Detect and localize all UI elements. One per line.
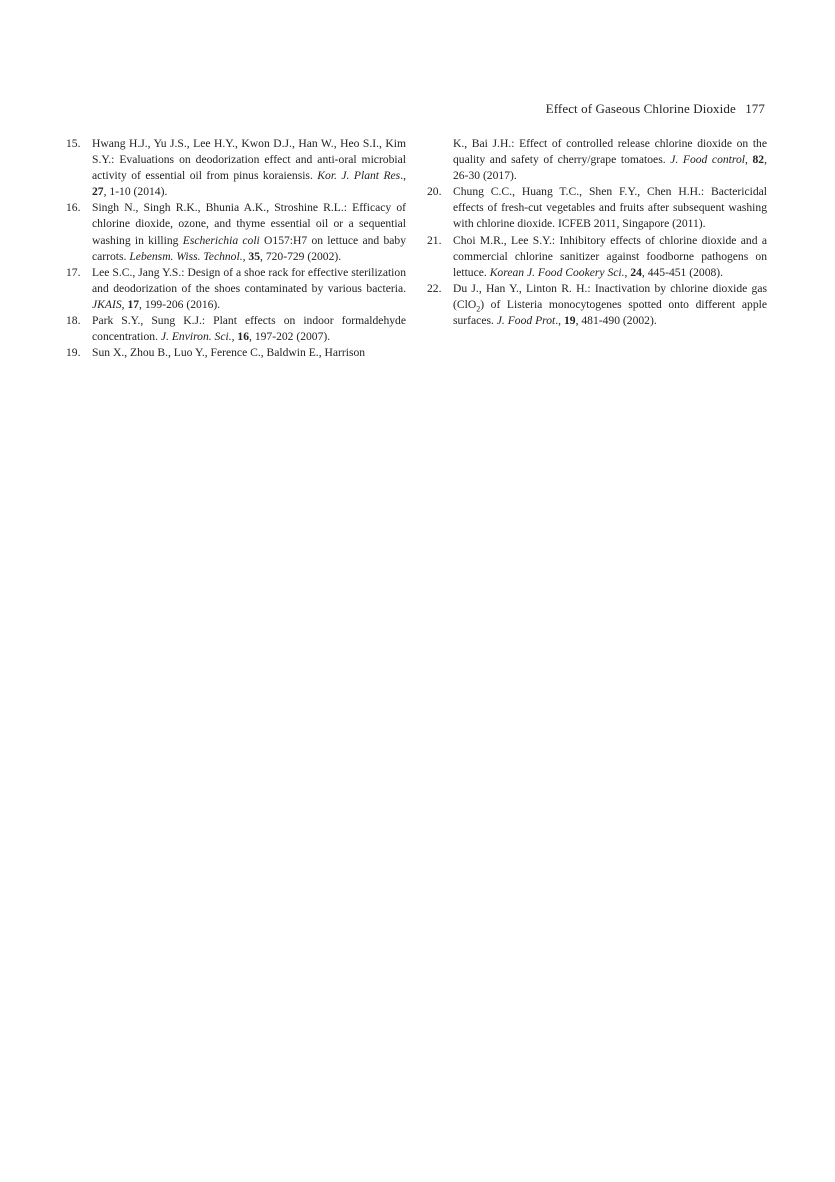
reference-segment: ) of Listeria monocytogenes spotted onto different apple surfaces. [453, 297, 767, 328]
reference-text [453, 184, 767, 232]
reference-number: 16. [66, 201, 81, 215]
reference-entry [427, 184, 767, 232]
running-header [546, 101, 765, 117]
reference-segment: O157:H7 on lettuce and baby carrots. [92, 233, 406, 263]
reference-segment: Park S.Y., Sung K.J.: Plant effects on indoor formaldehyde concentration. [92, 314, 406, 344]
reference-segment: , 199-206 (2016). [139, 297, 221, 311]
reference-segment: , 1-10 (2014). [103, 185, 168, 199]
volume-number: 35 [248, 249, 261, 263]
reference-text [453, 233, 767, 281]
journal-name: Korean J. Food Cookery Sci. [489, 265, 625, 279]
reference-number: 20. [427, 185, 442, 199]
reference-segment: , 720-729 (2002). [260, 249, 342, 263]
reference-segment: , 481-490 (2002). [575, 314, 657, 328]
reference-segment: Du J., Han Y., Linton R. H.: Inactivation by chlorine dioxide gas (ClO [453, 281, 767, 311]
reference-segment: , [624, 265, 631, 279]
reference-entry [66, 313, 406, 345]
reference-segment: Sun X., Zhou B., Luo Y., Ference C., Baldwin E., Harrison [92, 346, 366, 360]
journal-name: Lebensm. Wiss. Technol., [129, 249, 246, 263]
reference-entry [66, 345, 406, 361]
page-number: 177 [745, 101, 765, 116]
reference-number: 15. [66, 137, 81, 150]
reference-entry [66, 136, 406, 200]
reference-entry [427, 233, 767, 281]
volume-number: 27 [92, 185, 104, 199]
volume-number: 82 [752, 153, 765, 167]
reference-segment: K., Bai J.H.: Effect of controlled release chlorine dioxide on the quality and safety of cherry/grape tomatoes. [453, 137, 767, 167]
reference-segment: Hwang H.J., Yu J.S., Lee H.Y., Kwon D.J., Han W., Heo S.I., Kim S.Y.: Evaluations on deodorization effect and anti-oral microbial activity of essential oil from pinus koraiensis. [92, 137, 406, 183]
reference-segment: Choi M.R., Lee S.Y.: Inhibitory effects of chlorine dioxide and a commercial chlorine sanitizer against foodborne pathogens on lettuce. [453, 233, 767, 279]
reference-text [92, 265, 406, 313]
references-right-column [427, 136, 767, 329]
references-left-column [66, 136, 406, 361]
reference-text [92, 345, 406, 361]
reference-entry [427, 281, 767, 329]
reference-segment: Chung C.C., Huang T.C., Shen F.Y., Chen H.H.: Bactericidal effects of fresh-cut vegetables and fruits after subsequent washing with chlorine dioxide. ICFEB 2011, Singapore (2011). [453, 185, 767, 231]
reference-text [453, 281, 767, 329]
journal-name: J. Food control [670, 153, 745, 167]
volume-number: 24 [630, 265, 642, 279]
reference-segment: , 26-30 (2017). [453, 153, 767, 183]
volume-number: 16 [237, 330, 250, 344]
journal-name: J. Environ. Sci., [160, 330, 235, 344]
reference-number: 21. [427, 233, 442, 247]
journal-name: Kor. J. Plant Res [317, 169, 401, 183]
volume-number: 19 [563, 314, 576, 328]
subscript: 2 [476, 304, 481, 314]
reference-segment: ., [400, 169, 406, 183]
reference-number: 22. [427, 281, 442, 295]
reference-entry [427, 136, 767, 184]
reference-segment: , 197-202 (2007). [249, 330, 331, 344]
running-title: Effect of Gaseous Chlorine Dioxide [545, 101, 736, 116]
reference-text [92, 200, 406, 264]
journal-name: JKAIS, [92, 297, 125, 311]
reference-segment: , [745, 153, 753, 167]
reference-entry [66, 200, 406, 264]
reference-number: 17. [66, 265, 81, 279]
reference-number: 19. [66, 346, 81, 360]
journal-name: J. Food Prot [496, 314, 556, 328]
volume-number: 17 [127, 297, 140, 311]
reference-segment: ., [555, 314, 564, 328]
reference-text [427, 136, 767, 184]
reference-text [92, 313, 406, 345]
reference-segment: Lee S.C., Jang Y.S.: Design of a shoe rack for effective sterilization and deodorization of the shoes contaminated by various bacteria. [92, 265, 406, 295]
reference-segment: , 445-451 (2008). [641, 265, 724, 279]
reference-number: 18. [66, 314, 81, 328]
journal-name: Escherichia coli [182, 233, 260, 247]
reference-entry [66, 265, 406, 313]
reference-segment: Singh N., Singh R.K., Bhunia A.K., Stroshine R.L.: Efficacy of chlorine dioxide, ozone, and thyme essential oil or a sequential washing in killing [92, 201, 406, 247]
reference-text [92, 136, 406, 200]
